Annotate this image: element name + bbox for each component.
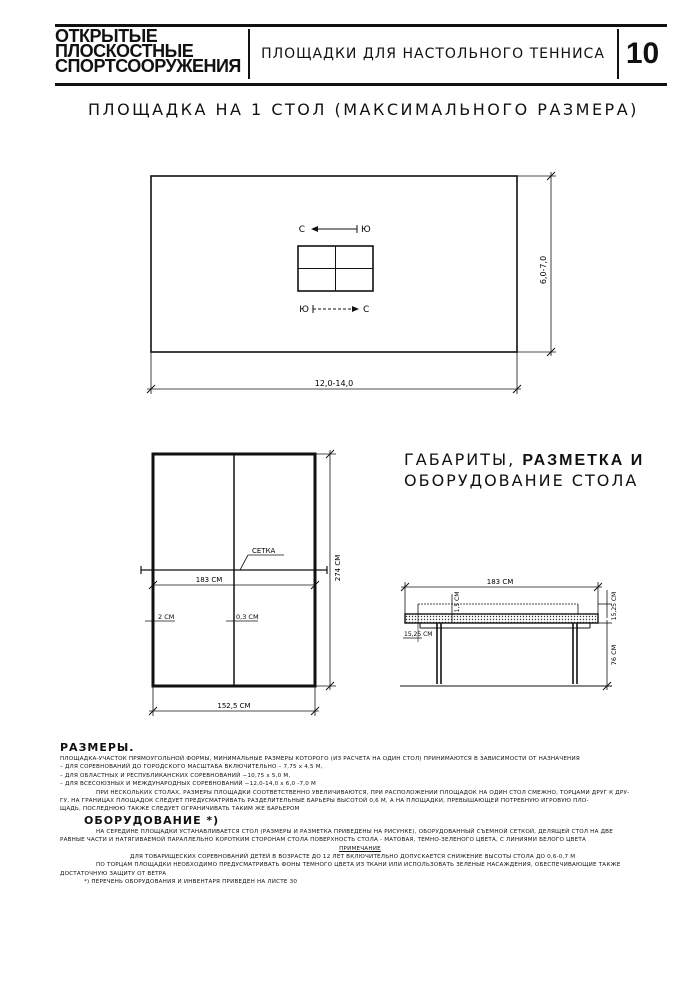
multi-tables-text: ПРИ НЕСКОЛЬКИХ СТОЛАХ, РАЗМЕРЫ ПЛОЩАДКИ СООТВЕТСТВЕННО УВЕЛИЧИВАЮТСЯ, ПРИ РАСПОЛОЖЕНИИ ПЛОЩАДОК НА ОДИН СТОЛ СМЕЖНО, ТОРЦАМИ ДРУГ К ДРУ- [96, 789, 630, 796]
note-heading: ПРИМЕЧАНИЕ [339, 845, 381, 852]
size-item: – ДЛЯ ОБЛАСТНЫХ И РЕСПУБЛИКАНСКИХ СОРЕВНОВАНИЙ −10,75 х 5,0 М, [60, 772, 291, 779]
side-width-label: 183 СМ [486, 578, 514, 586]
net-label: СЕТКА [252, 547, 276, 555]
equipment-heading: ОБОРУДОВАНИЕ *) [84, 813, 220, 827]
arrow-top-right-label: Ю [361, 225, 371, 235]
size-item: – ДЛЯ ВСЕСОЮЗНЫХ И МЕЖДУНАРОДНЫХ СОРЕВНОВАНИЙ −12,0-14,0 х 6,0 -7,0 М [60, 781, 316, 788]
arrow-top-left-label: С [298, 225, 305, 235]
center-line-label: 0,3 СМ [236, 613, 259, 621]
net-overhang-label: 15,25 СМ [404, 631, 433, 638]
multi-tables-text: ЩАДЬ, ПОСЛЕДНЮЮ ТАКЖЕ СЛЕДУЕТ ОГРАНИЧИВАТЬ ТАКИМ ЖЕ БАРЬЕРОМ [60, 806, 300, 813]
equipment-text: РАВНЫЕ ЧАСТИ И НАТЯГИВАЕМОЙ ПАРАЛЛЕЛЬНО КОРОТКИМ СТОРОНАМ СТОЛА ПОВЕРХНОСТЬ СТОЛА - МАТОВАЯ, ТЕМНО-ЗЕЛЕНОГО ЦВЕТА, С ЛИНИЯМИ БЕЛОГО ЦВЕТА [60, 837, 587, 844]
size-item: – ДЛЯ СОРЕВНОВАНИЙ ДО ГОРОДСКОГО МАСШТАБА ВКЛЮЧИТЕЛЬНО – 7,75 х 4,5 М, [60, 764, 323, 771]
note-text: ПО ТОРЦАМ ПЛОЩАДКИ НЕОБХОДИМО ПРЕДУСМАТРИВАТЬ ФОНЫ ТЕМНОГО ЦВЕТА ИЗ ТКАНИ ИЛИ ИСПОЛЬЗОВАТЬ ЗЕЛЕНЫЕ НАСАЖДЕНИЯ, ОБЕСПЕЧИВАЮЩИЕ ТАКЖЕ [96, 862, 621, 869]
court-width-label: 12,0-14,0 [314, 379, 354, 388]
note-text: ДЛЯ ТОВАРИЩЕСКИХ СОРЕВНОВАНИЙ ДЕТЕЙ В ВОЗРАСТЕ ДО 12 ЛЕТ ВКЛЮЧИТЕЛЬНО ДОПУСКАЕТСЯ СНИЖЕНИЕ ВЫСОТЫ СТОЛА ДО 0,6-0,7 М [130, 854, 576, 861]
court-plan-title: ПЛОЩАДКА НА 1 СТОЛ (МАКСИМАЛЬНОГО РАЗМЕРА) [88, 100, 639, 119]
top-thickness-label: 1,5 СМ [454, 591, 461, 613]
net-height-label: 15,25 СМ [611, 591, 618, 621]
note-text: ДОСТАТОЧНУЮ ЗАЩИТУ ОТ ВЕТРА [60, 870, 167, 877]
series-title-line: СПОРТСООРУЖЕНИЯ [55, 56, 241, 76]
sizes-heading: РАЗМЕРЫ. [60, 741, 135, 754]
sizes-intro: ПЛОЩАДКА-УЧАСТОК ПРЯМОУГОЛЬНОЙ ФОРМЫ, МИНИМАЛЬНЫЕ РАЗМЕРЫ КОТОРОГО (ИЗ РАСЧЕТА НА ОДИН СТОЛ) ПРИНИМАЮТСЯ В ЗАВИСИМОСТИ ОТ НАЗНАЧЕНИЯ [60, 756, 580, 762]
table-width-label: 183 СМ [195, 576, 223, 584]
table-length-label: 274 СМ [334, 554, 342, 582]
series-title-line: ПЛОСКОСТНЫЕ [55, 41, 194, 61]
court-height-label: 6,0-7,0 [539, 255, 548, 285]
sheet-title: ПЛОЩАДКИ ДЛЯ НАСТОЛЬНОГО ТЕННИСА [261, 46, 605, 62]
table-section-title-bold: РАЗМЕТКА И [522, 452, 645, 469]
arrow-bottom-right-label: С [363, 305, 370, 315]
table-height-label: 76 СМ [610, 644, 618, 666]
footnote: *) ПЕРЕЧЕНЬ ОБОРУДОВАНИЯ И ИНВЕНТАРЯ ПРИВЕДЕН НА ЛИСТЕ 30 [84, 879, 298, 886]
notes-block [60, 741, 660, 887]
table-section-title-line2: ОБОРУДОВАНИЕ СТОЛА [404, 471, 639, 490]
multi-tables-text: ГУ, НА ГРАНИЦАХ ПЛОЩАДОК СЛЕДУЕТ ПРЕДУСМАТРИВАТЬ РАЗДЕЛИТЕЛЬНЫЕ БАРЬЕРЫ ВЫСОТОЙ 0,6 М, А НА ПЛОЩАДКИ, ПРЕВЫШАЮЩЕЙ ПОТРЕБНУЮ ИГРОВУЮ ПЛО- [60, 798, 589, 805]
table-bottom-label: 152,5 СМ [217, 702, 251, 710]
table-section-title-normal: ГАБАРИТЫ, [404, 450, 523, 469]
table-top-section [405, 614, 598, 623]
edge-line-label: 2 СМ [158, 613, 175, 621]
series-title-line: ОТКРЫТЫЕ [55, 26, 158, 46]
sheet-number: 10 [625, 37, 660, 70]
arrow-bottom-left-label: Ю [299, 305, 309, 315]
equipment-text: НА СЕРЕДИНЕ ПЛОЩАДКИ УСТАНАВЛИВАЕТСЯ СТОЛ (РАЗМЕРЫ И РАЗМЕТКА ПРИВЕДЕНЫ НА РИСУНКЕ), ОБОРУДОВАННЫЙ СЪЕМНОЙ СЕТКОЙ, ДЕЛЯЩЕЙ СТОЛ НА ДВЕ [96, 828, 613, 835]
